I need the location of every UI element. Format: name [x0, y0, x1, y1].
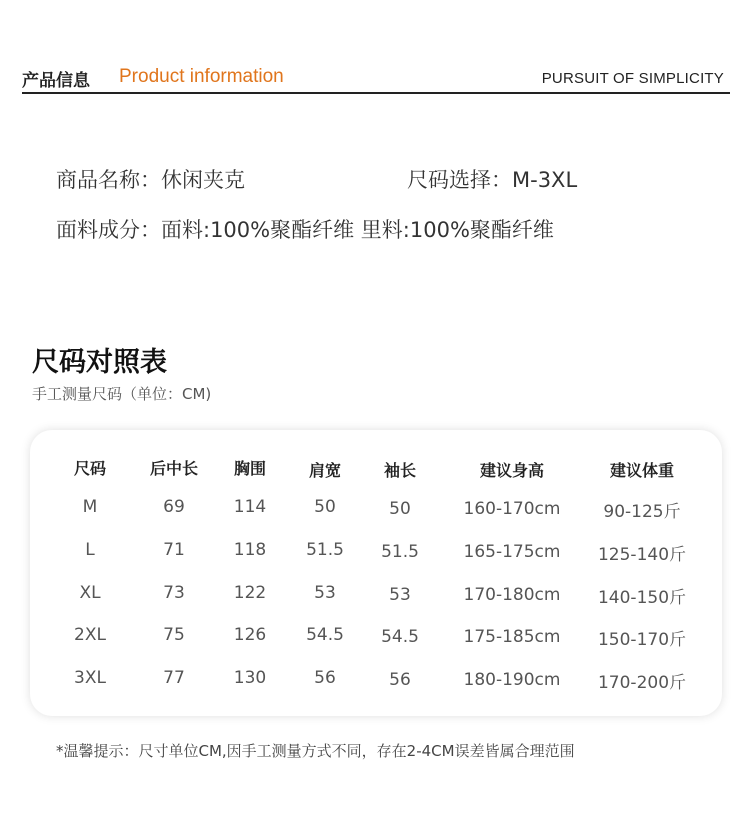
- table-cell: 51.5: [381, 542, 419, 562]
- table-cell: 56: [389, 670, 411, 690]
- table-cell: 54.5: [381, 627, 419, 647]
- column-header-weight: 建议体重: [609, 461, 674, 480]
- size-chart-card: [30, 430, 722, 716]
- fabric-row: [56, 214, 554, 244]
- table-cell: 126: [233, 625, 267, 645]
- size-range-row: [407, 164, 577, 194]
- table-cell: 114: [233, 497, 267, 517]
- section-title-en: Product information: [119, 66, 284, 87]
- table-cell: 75: [163, 625, 185, 645]
- table-cell: 122: [233, 583, 267, 603]
- table-cell: 130: [233, 668, 267, 688]
- table-cell: 53: [314, 583, 336, 603]
- column-header-height: 建议身高: [479, 461, 544, 480]
- table-cell: 71: [163, 540, 185, 560]
- measurement-note: *温馨提示：尺寸单位CM,因手工测量方式不同，存在2-4CM误差皆属合理范围: [56, 742, 575, 760]
- table-cell: 54.5: [306, 625, 344, 645]
- table-cell: 50: [314, 497, 336, 517]
- column-header-length: 后中长: [149, 459, 198, 478]
- product-name-label: 商品名称：: [56, 168, 161, 192]
- table-cell: 2XL: [74, 625, 106, 645]
- table-cell: 69: [163, 497, 185, 517]
- size-chart-title: 尺码对照表: [32, 347, 167, 378]
- column-header-chest: 胸围: [233, 459, 266, 478]
- table-cell: XL: [79, 583, 101, 603]
- product-name-value: 休闲夹克: [161, 168, 245, 192]
- table-cell: 125-140斤: [597, 545, 687, 565]
- section-title-cn: 产品信息: [22, 71, 90, 91]
- fabric-value: 面料:100%聚酯纤维 里料:100%聚酯纤维: [161, 218, 554, 242]
- table-cell: 170-180cm: [463, 585, 561, 605]
- table-cell: 51.5: [306, 540, 344, 560]
- size-range-label: 尺码选择：: [407, 168, 512, 192]
- table-cell: 118: [233, 540, 267, 560]
- size-chart-subtitle: 手工测量尺码（单位：CM): [32, 385, 212, 403]
- table-cell: 175-185cm: [463, 627, 561, 647]
- column-header-size: 尺码: [73, 459, 106, 478]
- table-cell: 165-175cm: [463, 542, 561, 562]
- table-cell: 160-170cm: [463, 499, 561, 519]
- product-name-row: [56, 164, 245, 194]
- table-cell: 180-190cm: [463, 670, 561, 690]
- size-range-value: M-3XL: [512, 168, 578, 192]
- table-cell: 53: [389, 585, 411, 605]
- table-cell: 150-170斤: [597, 630, 687, 650]
- brand-slogan: PURSUIT OF SIMPLICITY: [541, 70, 724, 87]
- table-cell: 56: [314, 668, 336, 688]
- table-cell: M: [82, 497, 98, 517]
- table-cell: L: [85, 540, 95, 560]
- table-cell: 73: [163, 583, 185, 603]
- table-cell: 170-200斤: [597, 673, 687, 693]
- column-header-shoulder: 肩宽: [308, 461, 341, 480]
- table-cell: 3XL: [74, 668, 106, 688]
- table-cell: 77: [163, 668, 185, 688]
- table-cell: 50: [389, 499, 411, 519]
- table-cell: 90-125斤: [603, 502, 681, 522]
- fabric-label: 面料成分：: [56, 218, 161, 242]
- column-header-sleeve: 袖长: [383, 461, 416, 480]
- section-header: [22, 62, 730, 94]
- table-cell: 140-150斤: [597, 588, 687, 608]
